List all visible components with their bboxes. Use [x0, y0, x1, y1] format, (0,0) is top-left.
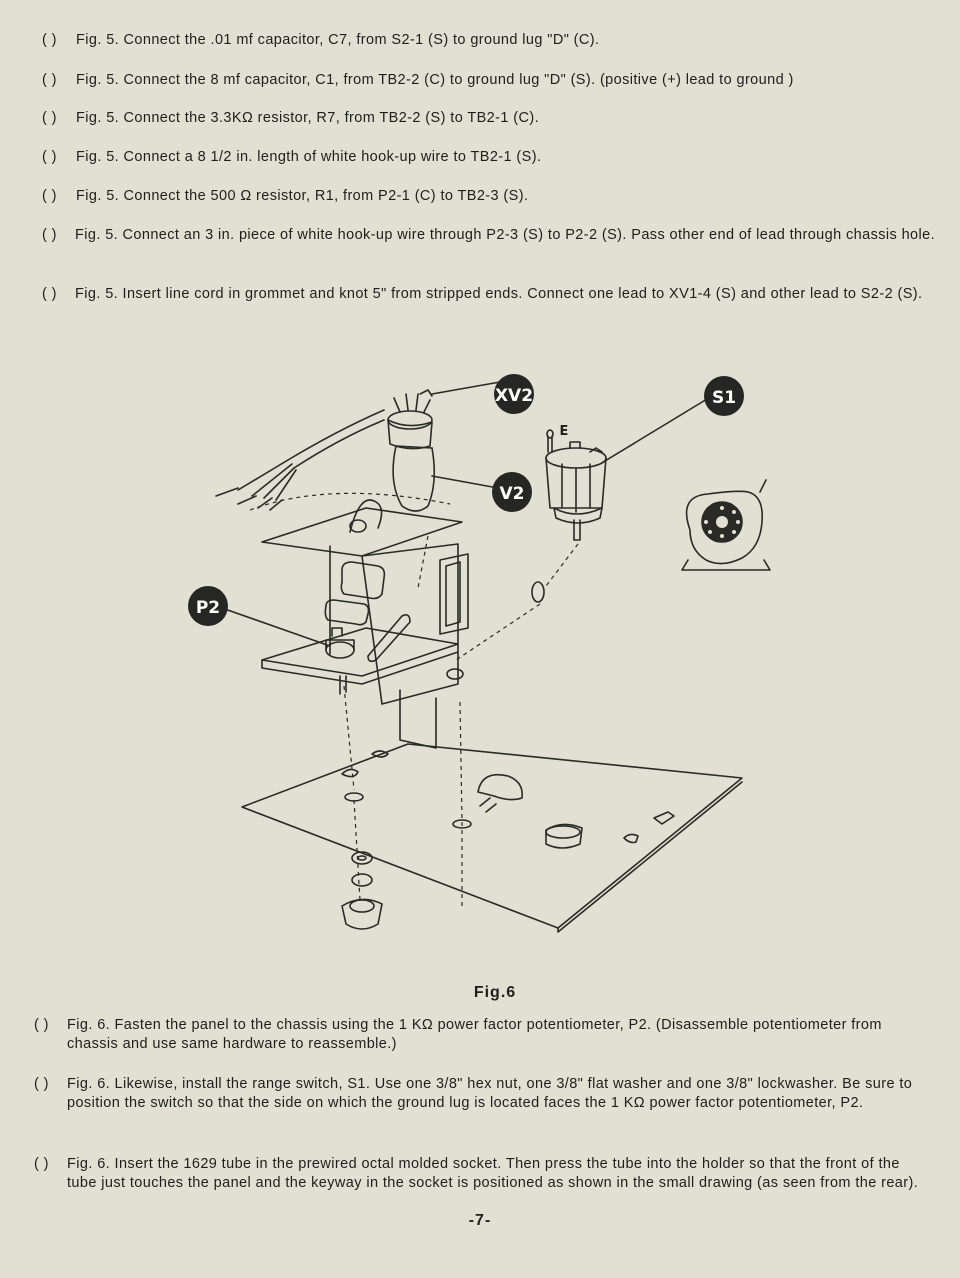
step-insert-tube — [34, 1155, 930, 1192]
step-text: Fig. 6. Likewise, install the range switch, S1. Use one 3/8" hex nut, one 3/8" flat washer and one 3/8" lockwasher. Be sure to position the switch so that the side on which the ground lug is located faces the 1 KΩ power factor potentiometer, P2. — [67, 1076, 913, 1111]
checkbox[interactable]: ( ) — [42, 149, 57, 165]
page-number: -7- — [468, 1212, 492, 1229]
step-line-cord — [42, 285, 938, 304]
checkbox[interactable]: ( ) — [42, 227, 57, 243]
step-hookup-wire — [42, 226, 938, 245]
step-text: Fig. 6. Insert the 1629 tube in the prewired octal molded socket. Then press the tube into the holder so that the front of the tube just touches the panel and the keyway in the socket is positioned as shown in the small drawing (as seen from the rear). — [67, 1156, 919, 1191]
step-r1 — [42, 187, 942, 206]
checkbox[interactable]: ( ) — [34, 1076, 49, 1092]
step-r7 — [42, 109, 942, 128]
step-text: Fig. 5. Connect an 3 in. piece of white hook-up wire through P2-3 (S) to P2-2 (S). Pass other end of lead through chassis hole. — [75, 227, 936, 243]
step-fasten-panel — [34, 1016, 930, 1053]
svg-text:S1: S1 — [711, 388, 737, 408]
checkbox[interactable]: ( ) — [42, 188, 57, 204]
checkbox[interactable]: ( ) — [42, 110, 57, 126]
fig6-illustration — [0, 360, 960, 980]
step-text: Fig. 5. Connect a 8 1/2 in. length of white hook-up wire to TB2-1 (S). — [76, 149, 542, 165]
step-white-wire — [42, 148, 942, 167]
label-v2 — [492, 472, 532, 512]
step-range-switch — [34, 1075, 930, 1112]
step-text: Fig. 6. Fasten the panel to the chassis using the 1 KΩ power factor potentiometer, P2. (Disassemble potentiometer from chassis and use same hardware to reassemble.) — [67, 1017, 882, 1052]
svg-text:XV2: XV2 — [494, 386, 534, 406]
svg-text:V2: V2 — [499, 484, 525, 504]
label-s1 — [704, 376, 744, 416]
chassis-base — [242, 744, 742, 928]
figure-caption: Fig.6 — [473, 984, 517, 1001]
step-text: Fig. 5. Connect the .01 mf capacitor, C7, from S2-1 (S) to ground lug "D" (C). — [76, 32, 600, 48]
checkbox[interactable]: ( ) — [34, 1156, 49, 1172]
checkbox[interactable]: ( ) — [42, 286, 57, 302]
checkbox[interactable]: ( ) — [34, 1017, 49, 1033]
label-xv2 — [494, 374, 534, 414]
label-e: E — [559, 424, 569, 439]
step-text: Fig. 5. Insert line cord in grommet and knot 5" from stripped ends. Connect one lead to XV1-4 (S) and other lead to S2-2 (S). — [75, 286, 923, 302]
label-p2 — [188, 586, 228, 626]
step-c7 — [42, 31, 942, 50]
step-c1 — [42, 71, 942, 90]
step-text: Fig. 5. Connect the 500 Ω resistor, R1, from P2-1 (C) to TB2-3 (S). — [76, 188, 529, 204]
checkbox[interactable]: ( ) — [42, 32, 57, 48]
socket-rear-view — [682, 480, 770, 570]
svg-text:P2: P2 — [195, 598, 221, 618]
step-text: Fig. 5. Connect the 3.3KΩ resistor, R7, from TB2-2 (S) to TB2-1 (C). — [76, 110, 539, 126]
step-text: Fig. 5. Connect the 8 mf capacitor, C1, from TB2-2 (C) to ground lug "D" (S). (positive (+) lead to ground ) — [76, 72, 794, 88]
checkbox[interactable]: ( ) — [42, 72, 57, 88]
tube-v2 — [393, 446, 434, 511]
